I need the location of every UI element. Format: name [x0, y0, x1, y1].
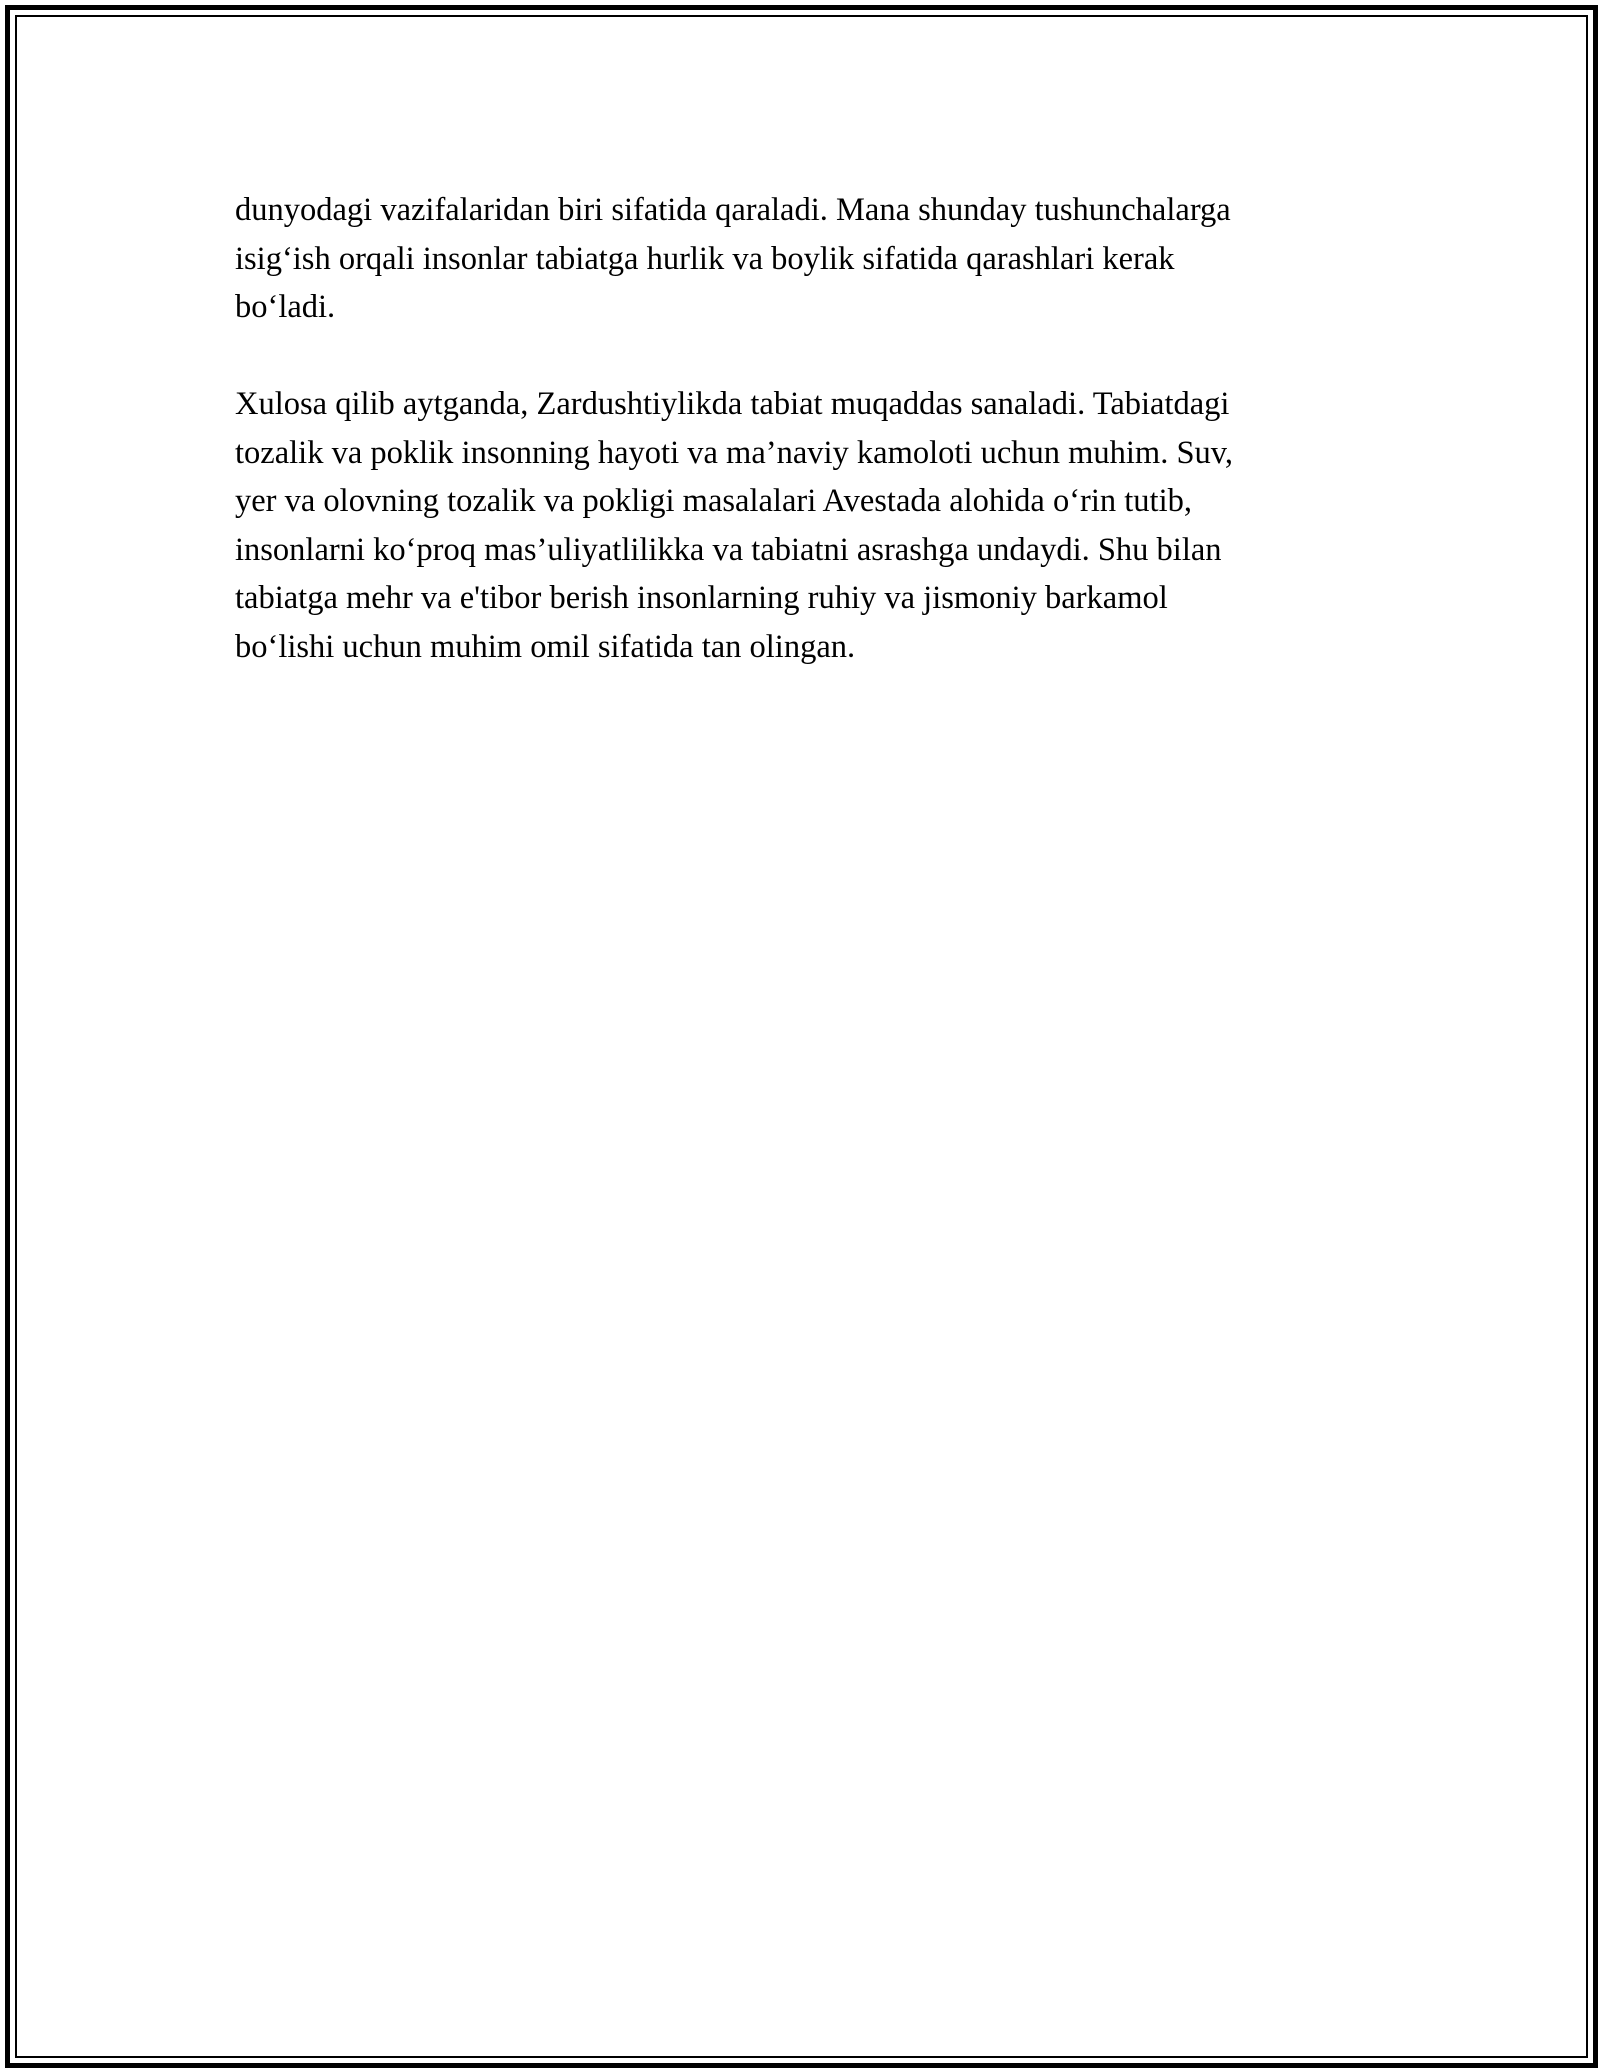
text-line: Xulosa qilib aytganda, Zardushtiylikda tabiat muqaddas sanaladi. Tabiatdagi: [235, 386, 1230, 422]
text-line: tozalik va poklik insonning hayoti va ma’naviy kamoloti uchun muhim. Suv,: [235, 434, 1234, 471]
paragraph-2: [235, 380, 1375, 671]
text-line: bo‘ladi.: [235, 289, 336, 325]
text-line: bo‘lishi uchun muhim omil sifatida tan olingan.: [235, 628, 856, 665]
paragraph-1: [235, 186, 1375, 332]
text-line: dunyodagi vazifalaridan biri sifatida qaraladi. Mana shunday tushunchalarga: [235, 192, 1231, 228]
paragraph-spacer: [235, 332, 1375, 381]
text-line: yer va olovning tozalik va pokligi masalalari Avestada alohida o‘rin tutib,: [235, 483, 1192, 519]
text-line: tabiatga mehr va e'tibor berish insonlarning ruhiy va jismoniy barkamol: [235, 580, 1168, 616]
document-body: [235, 186, 1375, 671]
text-line: insonlarni ko‘proq mas’uliyatlilikka va tabiatni asrashga undaydi. Shu bilan: [235, 531, 1222, 568]
text-line: isig‘ish orqali insonlar tabiatga hurlik va boylik sifatida qarashlari kerak: [235, 240, 1175, 277]
